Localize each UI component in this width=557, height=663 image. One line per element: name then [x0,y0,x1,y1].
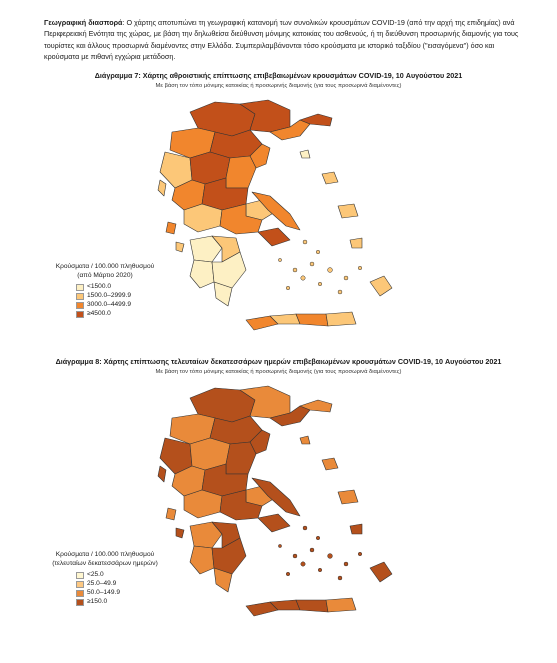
intro-text: : Ο χάρτης αποτυπώνει τη γεωγραφική κατανομή των συνολικών κρουσμάτων COVID-19 (από την αρχή της επιδημίας) ανά Περιφερειακή Ενότητα της χώρας, με βάση την δηλωθείσα διεύθυνση μόνιμης κατοικίας του ασθενούς, ή τη διεύθυνση προσωρινής διαμονής για τους τουρίστες και άλλους προσωρινά διαμένοντες στην Ελλάδα. Συμπεριλαμβάνονται τόσο κρούσματα με ιστορικό ταξιδίου ("εισαγόμενα") όσο και κρούσματα με πιθανή εγχώρια μετάδοση. [44,18,519,62]
map1-legend-item: 1500.0–2999.9 [76,292,160,301]
map2-region [300,436,310,444]
map1-region [190,260,214,288]
map1-region [176,242,184,252]
map2-subtitle: Με βάση τον τόπο μόνιμης κατοικίας ή προσωρινής διαμονής (για τους προσωρινά διαμένοντες) [155,369,402,375]
map2-swatch-1 [76,581,84,588]
map2-region [176,528,184,538]
map2-region [326,598,356,612]
map2-legend-item: ≥150.0 [76,598,160,607]
map2-region [166,508,176,520]
map1-region [350,238,362,248]
map1-title: Διάγραμμα 7: Χάρτης αθροιστικής επίπτωσης επιβεβαιωμένων κρουσμάτων COVID-19, 10 Αυγούστου 2021 [94,71,463,80]
map2-region [338,490,358,504]
map2-region [226,442,256,474]
map1-region [258,228,290,246]
map2-region [350,524,362,534]
map1-region [300,150,310,158]
map1-subtitle: Με βάση τον τόπο μόνιμης κατοικίας ή προσωρινής διαμονής (για τους προσωρινά διαμένοντες) [155,83,402,89]
map1-legend-item: 3000.0–4499.9 [76,301,160,310]
map1-legend-item: <1500.0 [76,283,160,292]
map1-swatch-0 [76,284,84,291]
map2-legend [50,551,160,607]
map2-legend-title-2: (τελευταίων δεκατεσσάρων ημερών) [52,559,158,567]
map1-region [322,172,338,184]
map2-swatch-2 [76,590,84,597]
map1-region [296,314,328,326]
map1-legend-title-2: (από Μάρτιο 2020) [77,271,133,279]
map2-title: Διάγραμμα 8: Χάρτης επίπτωσης τελευταίων δεκατεσσάρων ημερών επιβεβαιωμένων κρουσμάτων COVID-19, 10 Αυγούστου 2021 [55,357,502,366]
map2-region [296,600,328,612]
map1-region [226,156,256,188]
map1-legend [50,263,160,319]
map2-legend-item: 25.0–49.9 [76,580,160,589]
map2-region [322,458,338,470]
map1-swatch-2 [76,302,84,309]
map2-region [158,466,166,482]
map2-region [184,490,222,518]
map1-swatch-1 [76,293,84,300]
map1-legend-item: ≥4500.0 [76,310,160,319]
map1-region [158,180,166,196]
map2-legend-item: 50.0–149.9 [76,589,160,598]
map2-swatch-3 [76,599,84,606]
map1-swatch-3 [76,311,84,318]
map2-swatch-0 [76,572,84,579]
intro-paragraph [44,17,522,63]
map1-region [370,276,392,296]
map1-region [338,204,358,218]
map2-region [190,546,214,574]
map1-region [184,204,222,232]
map2-legend-item: <25.0 [76,571,160,580]
intro-label: Γεωγραφική διασπορά [44,18,123,27]
map1-region [166,222,176,234]
map2-region [370,562,392,582]
map2-legend-title-1: Κρούσματα / 100.000 πληθυσμού [55,551,155,558]
map1-legend-title-1: Κρούσματα / 100.000 πληθυσμού [55,263,155,270]
map1-region [326,312,356,326]
map2-region [258,514,290,532]
